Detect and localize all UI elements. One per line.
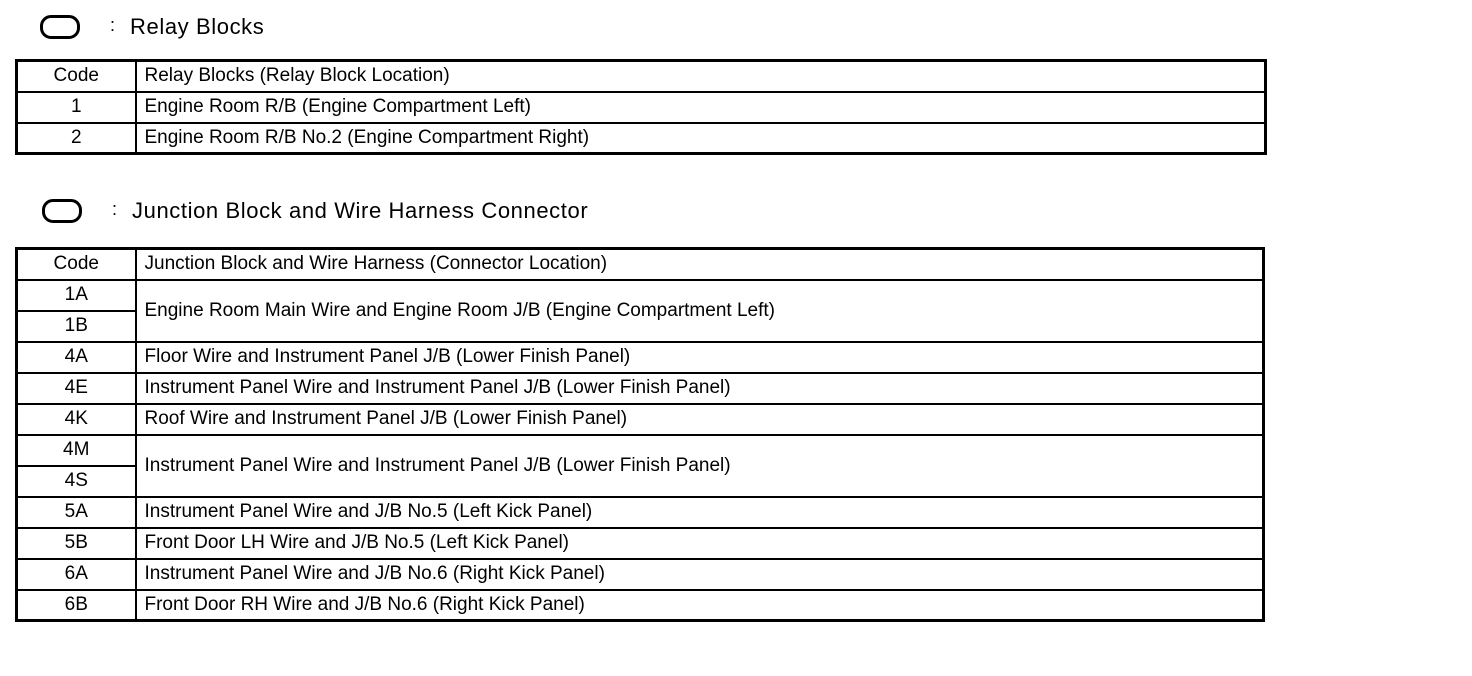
code-cell: 4S bbox=[17, 466, 136, 497]
code-cell: 5A bbox=[17, 497, 136, 528]
table-row bbox=[17, 435, 1264, 466]
table-header-row bbox=[17, 61, 1266, 92]
location-cell: Front Door RH Wire and J/B No.6 (Right Kick Panel) bbox=[136, 590, 1264, 621]
code-cell: 4E bbox=[17, 373, 136, 404]
table-row bbox=[17, 92, 1266, 123]
table-row bbox=[17, 559, 1264, 590]
location-cell: Instrument Panel Wire and Instrument Panel J/B (Lower Finish Panel) bbox=[136, 435, 1264, 497]
code-cell: 5B bbox=[17, 528, 136, 559]
table-row bbox=[17, 528, 1264, 559]
relay-blocks-title: Relay Blocks bbox=[130, 14, 265, 39]
table-header-row bbox=[17, 249, 1264, 280]
code-cell: 6B bbox=[17, 590, 136, 621]
location-header: Junction Block and Wire Harness (Connector Location) bbox=[136, 249, 1264, 280]
table-row bbox=[17, 373, 1264, 404]
table-row bbox=[17, 280, 1264, 311]
code-header: Code bbox=[17, 249, 136, 280]
junction-block-title: Junction Block and Wire Harness Connector bbox=[132, 198, 589, 223]
junction-block-symbol-icon bbox=[42, 199, 82, 223]
code-cell: 1 bbox=[17, 92, 136, 123]
table-row bbox=[17, 497, 1264, 528]
location-cell: Engine Room Main Wire and Engine Room J/B (Engine Compartment Left) bbox=[136, 280, 1264, 342]
location-cell: Engine Room R/B No.2 (Engine Compartment Right) bbox=[136, 123, 1266, 154]
location-cell: Instrument Panel Wire and J/B No.5 (Left Kick Panel) bbox=[136, 497, 1264, 528]
table-row bbox=[17, 590, 1264, 621]
code-cell: 6A bbox=[17, 559, 136, 590]
relay-block-symbol-icon bbox=[40, 15, 80, 39]
location-cell: Roof Wire and Instrument Panel J/B (Lower Finish Panel) bbox=[136, 404, 1264, 435]
location-cell: Floor Wire and Instrument Panel J/B (Lower Finish Panel) bbox=[136, 342, 1264, 373]
relay-blocks-table bbox=[15, 59, 1267, 155]
location-cell: Instrument Panel Wire and Instrument Panel J/B (Lower Finish Panel) bbox=[136, 373, 1264, 404]
junction-block-table bbox=[15, 247, 1265, 622]
legend-colon: : bbox=[112, 198, 118, 219]
location-cell: Instrument Panel Wire and J/B No.6 (Right Kick Panel) bbox=[136, 559, 1264, 590]
location-cell: Front Door LH Wire and J/B No.5 (Left Kick Panel) bbox=[136, 528, 1264, 559]
legend-colon: : bbox=[110, 14, 116, 35]
code-cell: 4K bbox=[17, 404, 136, 435]
table-row bbox=[17, 404, 1264, 435]
code-cell: 2 bbox=[17, 123, 136, 154]
location-cell: Engine Room R/B (Engine Compartment Left) bbox=[136, 92, 1266, 123]
code-cell: 4M bbox=[17, 435, 136, 466]
location-header: Relay Blocks (Relay Block Location) bbox=[136, 61, 1266, 92]
table-row bbox=[17, 342, 1264, 373]
code-cell: 1B bbox=[17, 311, 136, 342]
code-header: Code bbox=[17, 61, 136, 92]
code-cell: 1A bbox=[17, 280, 136, 311]
junction-block-legend bbox=[42, 198, 588, 224]
code-cell: 4A bbox=[17, 342, 136, 373]
table-row bbox=[17, 123, 1266, 154]
relay-blocks-legend bbox=[40, 14, 264, 40]
